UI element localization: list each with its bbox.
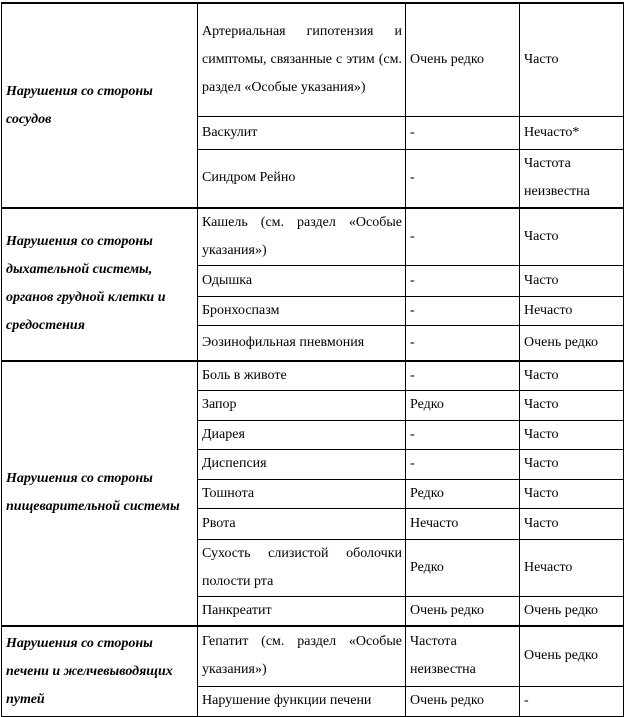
frequency-col1-cell: Очень редко — [406, 686, 520, 717]
adverse-reactions-table-body — [2, 3, 624, 717]
adverse-reaction-cell: Кашель (см. раздел «Особые указания») — [198, 208, 406, 266]
frequency-col1-cell: - — [406, 326, 520, 361]
frequency-col2-cell: Нечасто — [520, 297, 624, 326]
frequency-col2-cell: Очень редко — [520, 626, 624, 686]
frequency-col1-cell: - — [406, 149, 520, 208]
table-row — [2, 3, 624, 116]
adverse-reaction-cell: Бронхоспазм — [198, 297, 406, 326]
frequency-col2-cell: Часто — [520, 508, 624, 539]
adverse-reaction-cell: Сухость слизистой оболочки полости рта — [198, 539, 406, 596]
frequency-col2-cell: Нечасто — [520, 539, 624, 596]
frequency-col1-cell: - — [406, 208, 520, 266]
frequency-col2-cell: Часто — [520, 361, 624, 391]
frequency-col1-cell: - — [406, 420, 520, 449]
adverse-reaction-cell: Артериальная гипотензия и симптомы, связанные с этим (см. раздел «Особые указания») — [198, 3, 406, 116]
adverse-reaction-cell: Диарея — [198, 420, 406, 449]
frequency-col1-cell: Очень редко — [406, 3, 520, 116]
frequency-col2-cell: Часто — [520, 266, 624, 297]
frequency-col1-cell: Редко — [406, 539, 520, 596]
adverse-reaction-cell: Тошнота — [198, 479, 406, 508]
system-organ-class-cell: Нарушения со стороны пищеварительной системы — [2, 361, 198, 627]
adverse-reaction-cell: Эозинофильная пневмония — [198, 326, 406, 361]
adverse-reaction-cell: Нарушение функции печени — [198, 686, 406, 717]
frequency-col2-cell: Часто — [520, 3, 624, 116]
frequency-col2-cell: Нечасто* — [520, 116, 624, 149]
frequency-col2-cell: - — [520, 686, 624, 717]
adverse-reaction-cell: Боль в животе — [198, 361, 406, 391]
adverse-reaction-cell: Одышка — [198, 266, 406, 297]
table-row — [2, 361, 624, 391]
adverse-reaction-cell: Панкреатит — [198, 596, 406, 626]
frequency-col1-cell: Очень редко — [406, 596, 520, 626]
adverse-reaction-cell: Диспепсия — [198, 449, 406, 479]
system-organ-class-cell: Нарушения со стороны сосудов — [2, 3, 198, 208]
frequency-col1-cell: Редко — [406, 479, 520, 508]
adverse-reaction-cell: Синдром Рейно — [198, 149, 406, 208]
frequency-col2-cell: Очень редко — [520, 596, 624, 626]
frequency-col2-cell: Часто — [520, 479, 624, 508]
table-row — [2, 626, 624, 686]
frequency-col2-cell: Очень редко — [520, 326, 624, 361]
adverse-reaction-cell: Запор — [198, 390, 406, 420]
adverse-reaction-cell: Гепатит (см. раздел «Особые указания») — [198, 626, 406, 686]
frequency-col2-cell: Часто — [520, 208, 624, 266]
frequency-col1-cell: Частота неизвестна — [406, 626, 520, 686]
frequency-col2-cell: Часто — [520, 420, 624, 449]
adverse-reaction-cell: Рвота — [198, 508, 406, 539]
frequency-col1-cell: - — [406, 449, 520, 479]
frequency-col2-cell: Часто — [520, 390, 624, 420]
adverse-reaction-cell: Васкулит — [198, 116, 406, 149]
adverse-reactions-table — [1, 2, 624, 717]
frequency-col2-cell: Часто — [520, 449, 624, 479]
system-organ-class-cell: Нарушения со стороны дыхательной системы, органов грудной клетки и средостения — [2, 208, 198, 361]
frequency-col1-cell: - — [406, 116, 520, 149]
frequency-col1-cell: Редко — [406, 390, 520, 420]
frequency-col1-cell: - — [406, 297, 520, 326]
frequency-col1-cell: - — [406, 266, 520, 297]
frequency-col1-cell: - — [406, 361, 520, 391]
table-row — [2, 208, 624, 266]
system-organ-class-cell: Нарушения со стороны печени и желчевыводящих путей — [2, 626, 198, 717]
frequency-col2-cell: Частота неизвестна — [520, 149, 624, 208]
frequency-col1-cell: Нечасто — [406, 508, 520, 539]
